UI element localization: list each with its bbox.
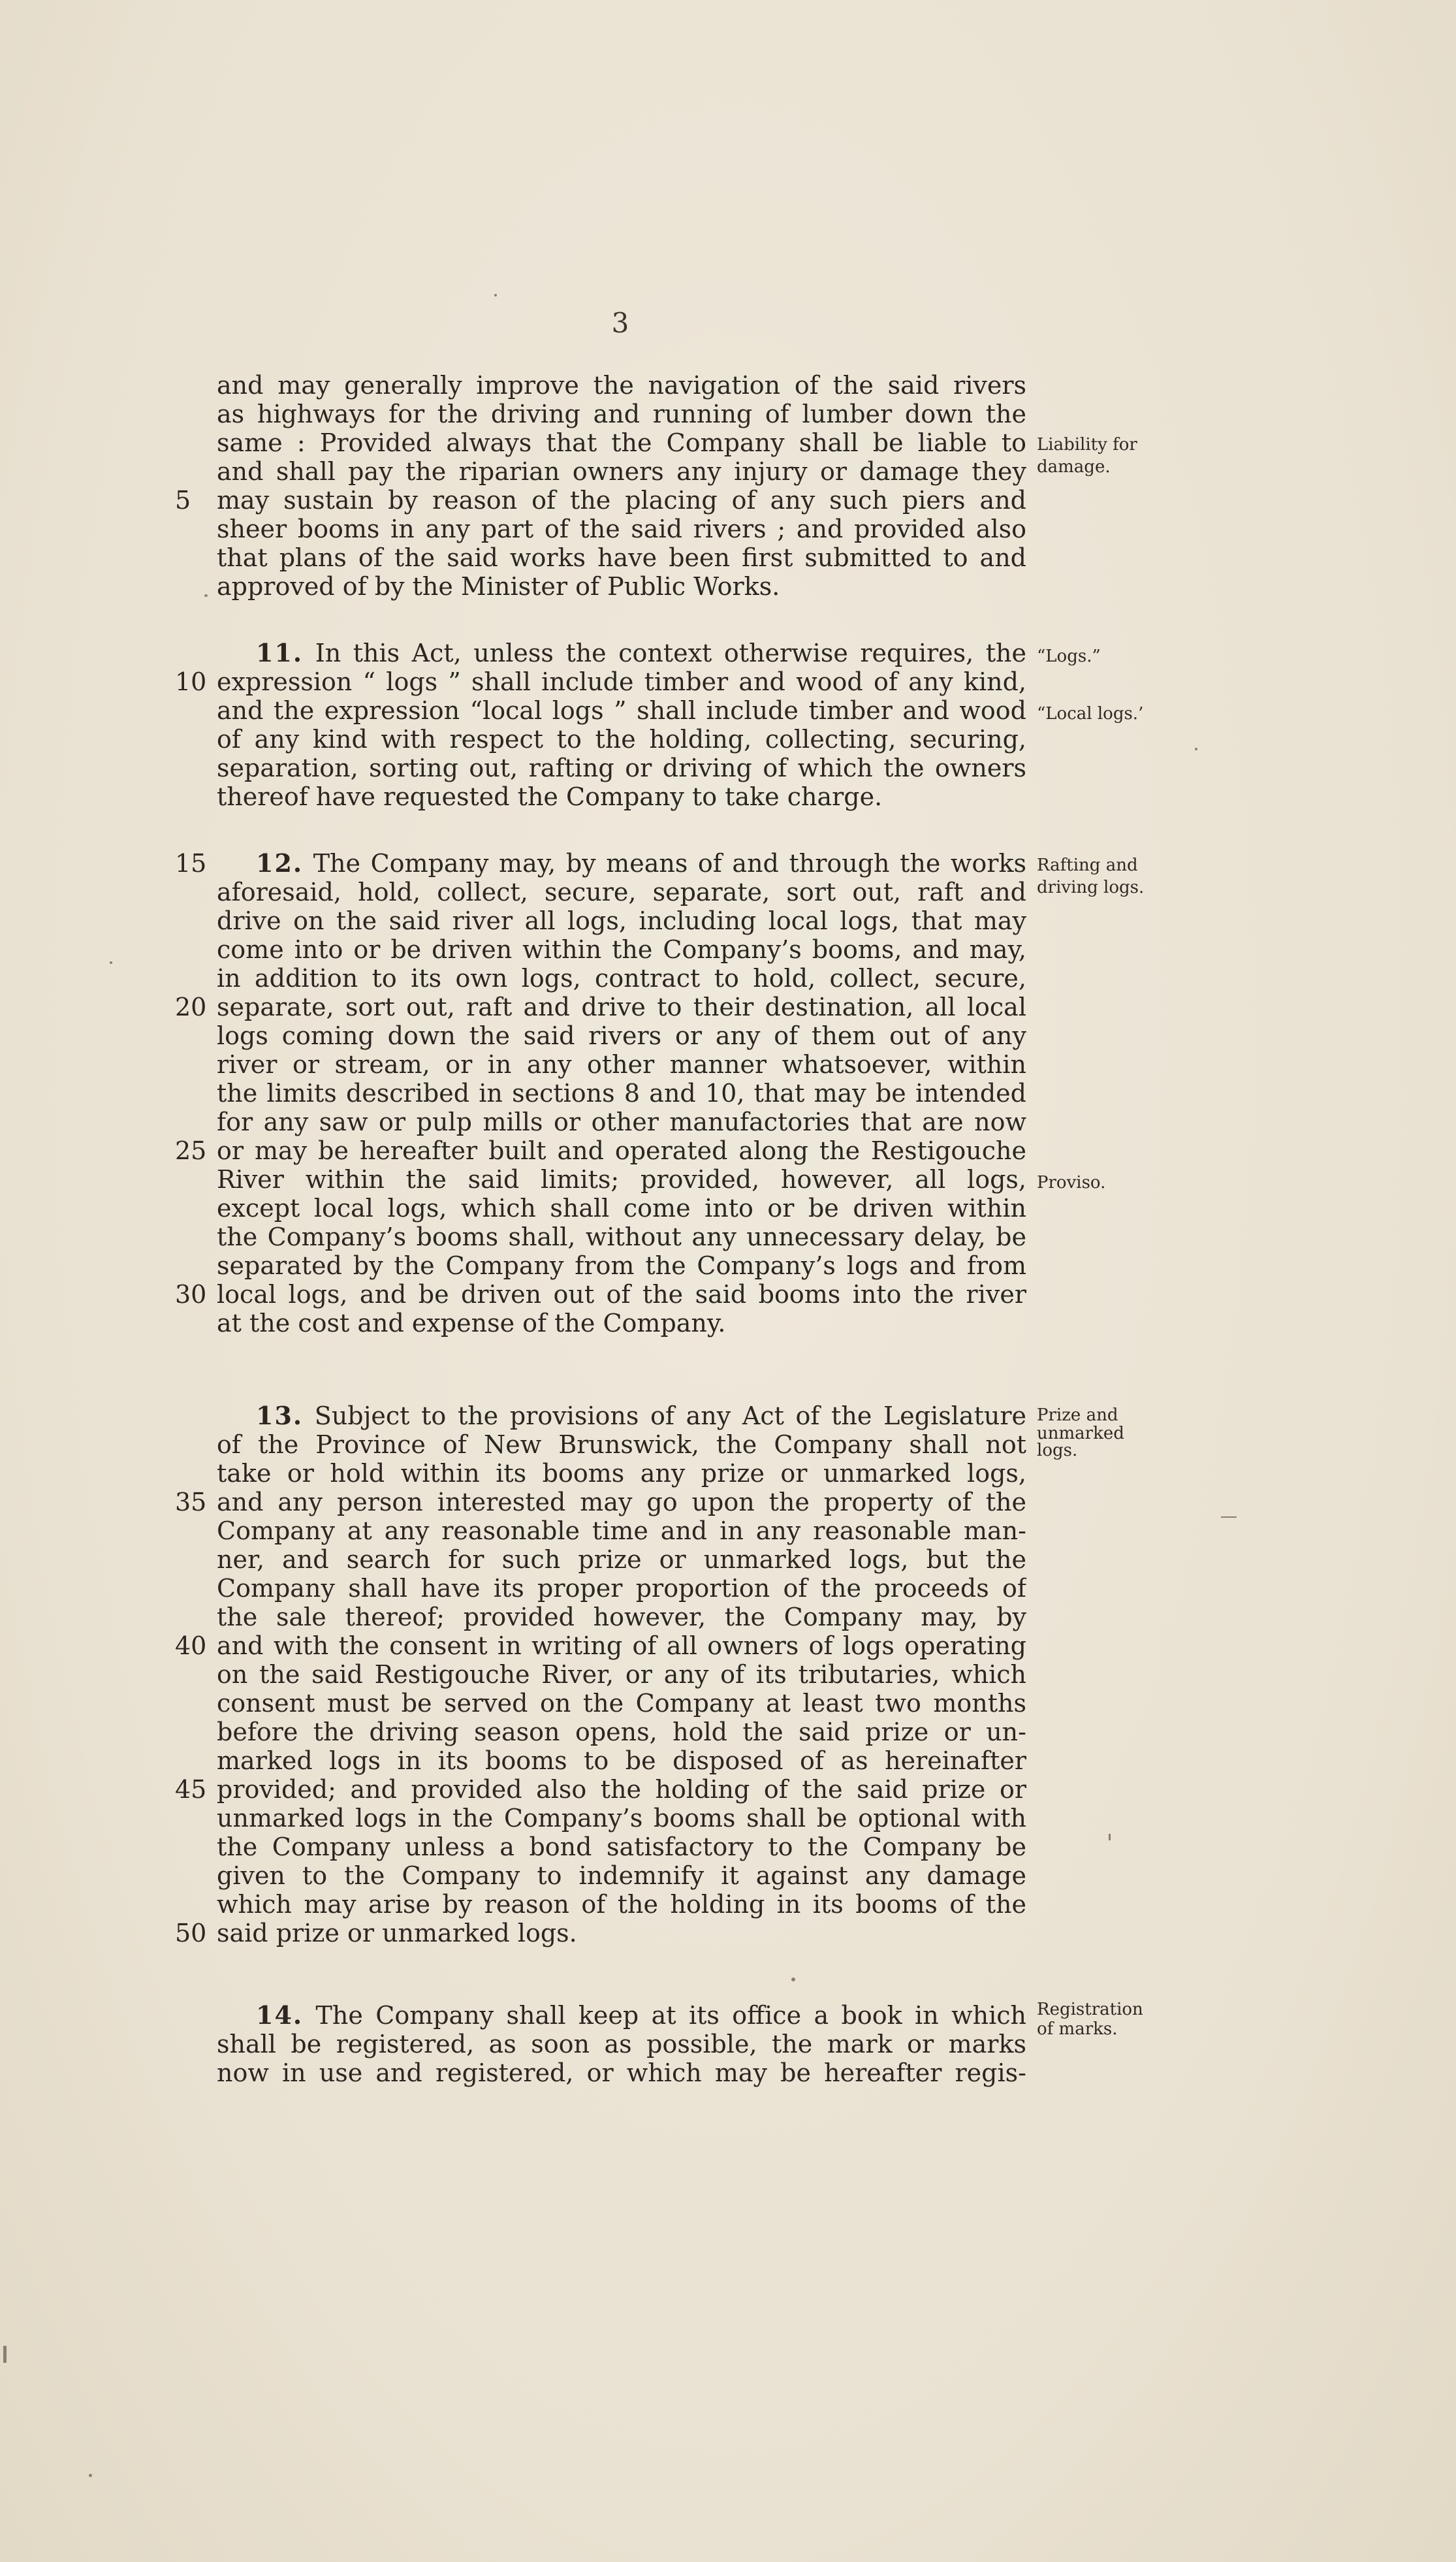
line-text: which may arise by reason of the holding in its booms of the (217, 1890, 1026, 1919)
text-line (217, 1079, 1026, 1108)
text-line (217, 1280, 1026, 1309)
text-line (217, 1165, 1026, 1194)
line-text: Subject to the provisions of any Act of the Legislature (314, 1401, 1026, 1430)
line-text: approved of by the Minister of Public Works. (217, 572, 780, 601)
line-text: take or hold within its booms any prize or unmarked logs, (217, 1459, 1026, 1488)
text-line (217, 1459, 1026, 1488)
text-line (217, 993, 1026, 1021)
text-line (217, 1545, 1026, 1574)
text-line (217, 1574, 1026, 1603)
text-line (217, 1775, 1026, 1804)
line-text: Company at any reasonable time and in any reasonable man- (217, 1516, 1026, 1545)
line-text: In this Act, unless the context otherwise requires, the (315, 639, 1026, 667)
line-number: 50 (175, 1919, 207, 1947)
line-text: before the driving season opens, hold the said prize or un- (217, 1718, 1026, 1746)
section-number: 11. (256, 639, 304, 667)
line-text: river or stream, or in any other manner whatsoever, within (217, 1050, 1026, 1079)
line-text: The Company may, by means of and through the works (313, 849, 1026, 878)
paper-speck (204, 594, 208, 597)
line-text: for any saw or pulp mills or other manufactories that are now (217, 1108, 1026, 1136)
text-line (217, 572, 1026, 601)
line-text: Company shall have its proper proportion of the proceeds of (217, 1574, 1026, 1603)
line-text: logs coming down the said rivers or any of them out of any (217, 1021, 1026, 1050)
line-text: the Company’s booms shall, without any unnecessary delay, be (217, 1223, 1026, 1251)
line-text: aforesaid, hold, collect, secure, separate, sort out, raft and (217, 878, 1026, 906)
text-line (217, 1919, 1026, 1947)
line-text: on the said Restigouche River, or any of its tributaries, which (217, 1660, 1026, 1689)
page-number: 3 (611, 307, 629, 339)
line-text: of any kind with respect to the holding, collecting, securing, (217, 725, 1026, 754)
margin-note: Prize and (1037, 1405, 1118, 1425)
text-line (217, 754, 1026, 782)
text-line (217, 2030, 1026, 2058)
text-line (217, 371, 1026, 400)
line-text: given to the Company to indemnify it against any damage (217, 1861, 1026, 1890)
text-line (217, 1136, 1026, 1165)
text-line (217, 1430, 1026, 1459)
text-line (217, 782, 1026, 811)
line-text: unmarked logs in the Company’s booms shall be optional with (217, 1804, 1026, 1833)
text-line (217, 696, 1026, 725)
text-line (217, 906, 1026, 935)
text-line (217, 1516, 1026, 1545)
margin-note: Rafting and (1037, 856, 1138, 875)
line-text: the limits described in sections 8 and 10, that may be intended (217, 1079, 1026, 1108)
line-text: and any person interested may go upon the property of the (217, 1488, 1026, 1516)
line-text: expression “ logs ” shall include timber and wood of any kind, (217, 667, 1026, 696)
line-text: The Company shall keep at its office a book in which (315, 2001, 1026, 2030)
text-line (217, 1833, 1026, 1861)
line-text: as highways for the driving and running of lumber down the (217, 400, 1026, 428)
line-text: marked logs in its booms to be disposed of as hereinafter (217, 1746, 1026, 1775)
line-number: 30 (175, 1280, 207, 1309)
text-line (217, 878, 1026, 906)
paper-speck (494, 294, 497, 296)
line-number: 40 (175, 1631, 207, 1660)
line-text: and with the consent in writing of all owners of logs operating (217, 1631, 1026, 1660)
line-text: drive on the said river all logs, including local logs, that may (217, 906, 1026, 935)
text-line (217, 1108, 1026, 1136)
line-text: the sale thereof; provided however, the Company may, by (217, 1603, 1026, 1631)
line-text: consent must be served on the Company at least two months (217, 1689, 1026, 1718)
text-line (217, 1890, 1026, 1919)
text-line (217, 1631, 1026, 1660)
text-line (217, 725, 1026, 754)
line-number: 35 (175, 1488, 207, 1516)
line-number: 25 (175, 1136, 207, 1165)
text-line (217, 1251, 1026, 1280)
line-text: said prize or unmarked logs. (217, 1919, 577, 1947)
line-text: that plans of the said works have been first submitted to and (217, 543, 1026, 572)
line-number: 45 (175, 1775, 207, 1804)
line-text: sheer booms in any part of the said rivers ; and provided also (217, 515, 1026, 543)
text-line (217, 1689, 1026, 1718)
paper-speck (110, 961, 112, 964)
text-line (217, 1488, 1026, 1516)
line-text: same : Provided always that the Company shall be liable to (217, 428, 1026, 457)
text-line (217, 457, 1026, 486)
line-text: ner, and search for such prize or unmarked logs, but the (217, 1545, 1026, 1574)
text-line (256, 849, 1026, 878)
text-line (217, 1718, 1026, 1746)
paper-mark (1221, 1516, 1237, 1518)
text-line (217, 1021, 1026, 1050)
line-text: and the expression “local logs ” shall include timber and wood (217, 696, 1026, 725)
line-number: 5 (175, 486, 191, 515)
margin-note: damage. (1037, 457, 1111, 477)
line-text: shall be registered, as soon as possible, the mark or marks (217, 2030, 1026, 2058)
paper-speck (89, 2474, 92, 2477)
margin-note: Proviso. (1037, 1173, 1106, 1193)
line-text: the Company unless a bond satisfactory to the Company be (217, 1833, 1026, 1861)
text-line (217, 400, 1026, 428)
text-line (217, 1603, 1026, 1631)
line-text: or may be hereafter built and operated along the Restigouche (217, 1136, 1026, 1165)
text-line (217, 964, 1026, 993)
text-line (217, 1309, 1026, 1337)
line-text: may sustain by reason of the placing of any such piers and (217, 486, 1026, 515)
line-text: at the cost and expense of the Company. (217, 1309, 726, 1337)
margin-note: “Local logs.’ (1037, 704, 1144, 724)
line-number: 20 (175, 993, 207, 1021)
margin-note: unmarked (1037, 1424, 1124, 1443)
text-line (217, 1050, 1026, 1079)
line-text: in addition to its own logs, contract to hold, collect, secure, (217, 964, 1026, 993)
text-line (256, 1401, 1026, 1430)
text-line (217, 1746, 1026, 1775)
text-line (217, 935, 1026, 964)
margin-note: Liability for (1037, 435, 1137, 455)
line-text: of the Province of New Brunswick, the Company shall not (217, 1430, 1026, 1459)
section-number: 12. (256, 849, 304, 878)
line-number: 15 (175, 849, 207, 878)
text-line (217, 515, 1026, 543)
line-text: provided; and provided also the holding of the said prize or (217, 1775, 1026, 1804)
text-line (217, 1804, 1026, 1833)
text-line (217, 1223, 1026, 1251)
margin-note: logs. (1037, 1441, 1078, 1460)
line-text: and may generally improve the navigation of the said rivers (217, 371, 1026, 400)
line-text: separation, sorting out, rafting or driving of which the owners (217, 754, 1026, 782)
text-line (256, 2001, 1026, 2030)
section-number: 14. (256, 2001, 304, 2030)
text-line (217, 486, 1026, 515)
line-text: River within the said limits; provided, however, all logs, (217, 1165, 1026, 1194)
line-text: now in use and registered, or which may be hereafter regis- (217, 2058, 1026, 2087)
line-text: and shall pay the riparian owners any injury or damage they (217, 457, 1026, 486)
line-text: come into or be driven within the Company’s booms, and may, (217, 935, 1026, 964)
paper-mark (1109, 1834, 1111, 1840)
text-line (217, 1194, 1026, 1223)
margin-note: Registration (1037, 2000, 1143, 2019)
text-line (217, 428, 1026, 457)
margin-note: of marks. (1037, 2019, 1118, 2039)
paper-speck (791, 1978, 795, 1981)
line-text: local logs, and be driven out of the said booms into the river (217, 1280, 1026, 1309)
section-number: 13. (256, 1401, 304, 1430)
line-number: 10 (175, 667, 207, 696)
line-text: except local logs, which shall come into or be driven within (217, 1194, 1026, 1223)
paper-speck (1195, 748, 1197, 750)
line-text: separate, sort out, raft and drive to their destination, all local (217, 993, 1026, 1021)
margin-note: driving logs. (1037, 878, 1145, 897)
text-line (217, 543, 1026, 572)
text-line (217, 667, 1026, 696)
paper-mark (3, 2346, 7, 2363)
margin-note: “Logs.” (1037, 647, 1101, 666)
line-text: thereof have requested the Company to take charge. (217, 782, 883, 811)
text-line (217, 1660, 1026, 1689)
text-line (217, 1861, 1026, 1890)
text-line (256, 639, 1026, 667)
text-line (217, 2058, 1026, 2087)
line-text: separated by the Company from the Company’s logs and from (217, 1251, 1026, 1280)
